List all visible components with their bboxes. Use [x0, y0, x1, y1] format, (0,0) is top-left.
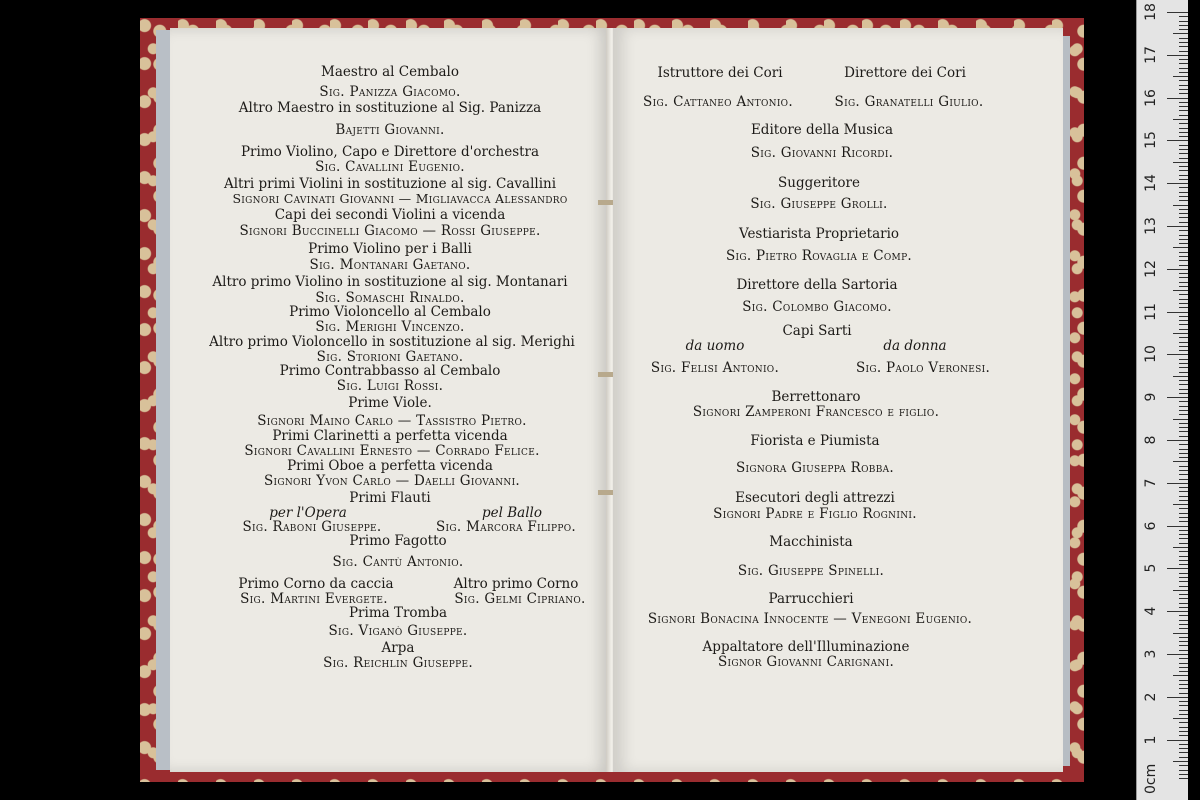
ruler-tick [1173, 590, 1189, 591]
fiorista-name: Signora Giuseppa Robba. [735, 460, 895, 476]
esecutori-name: Signori Padre e Figlio Rognini. [713, 506, 917, 522]
ruler-label: 10 [1143, 345, 1159, 364]
primi-flauti: Primi Flauti [349, 490, 431, 506]
bajetti: Bajetti Giovanni. [335, 122, 445, 138]
ruler-label: 0cm [1143, 764, 1159, 795]
parrucchieri: Parrucchieri [768, 591, 854, 607]
altro-primo-violoncello: Altro primo Violoncello in sostituzione al sig. Merighi [209, 334, 575, 350]
ruler-tick [1167, 12, 1189, 13]
ruler-tick [1173, 376, 1189, 377]
maestro-cembalo-title: Maestro al Cembalo [321, 64, 459, 80]
ruler-tick [1173, 504, 1189, 505]
ruler-tick [1167, 98, 1189, 99]
left-page [170, 28, 610, 772]
ruler-label: 4 [1143, 606, 1159, 616]
ruler-tick [1173, 205, 1189, 206]
editore: Editore della Musica [750, 122, 894, 138]
berrettonaro-name: Signori Zamperoni Francesco e figlio. [692, 404, 940, 420]
ruler-label: 8 [1143, 435, 1159, 445]
ruler-tick [1167, 654, 1189, 655]
ruler-tick [1167, 526, 1189, 527]
altro-maestro: Altro Maestro in sostituzione al Sig. Panizza [238, 100, 542, 116]
ruler-tick [1167, 312, 1189, 313]
ruler-tick [1173, 718, 1189, 719]
per-opera-label: per l'Opera [269, 505, 347, 521]
ruler-tick [1167, 568, 1189, 569]
berrettonaro: Berrettonaro [771, 389, 861, 405]
ruler-tick [1167, 611, 1189, 612]
ruler-tick [1167, 269, 1189, 270]
esecutori: Esecutori degli attrezzi [735, 490, 895, 506]
direttore-sartoria: Direttore della Sartoria [736, 277, 898, 293]
flauto-ballo-name: Sig. Marcora Filippo. [435, 519, 577, 535]
suggeritore-name: Sig. Giuseppe Grolli. [750, 196, 888, 212]
direttore-cori: Direttore dei Cori [844, 65, 966, 81]
prime-viole: Prime Viole. [348, 395, 432, 411]
ruler-tick [1167, 397, 1189, 398]
primi-oboe-names: Signori Yvon Carlo — Daelli Giovanni. [263, 473, 521, 489]
altro-primo-corno: Altro primo Corno [453, 576, 579, 592]
altro-primo-violino: Altro primo Violino in sostituzione al sig. Montanari [212, 274, 568, 290]
ruler-label: 17 [1143, 45, 1159, 64]
ruler-tick [1173, 333, 1189, 334]
ruler-tick [1167, 483, 1189, 484]
suggeritore: Suggeritore [778, 175, 860, 191]
istruttore-cori-name: Sig. Cattaneo Antonio. [643, 94, 793, 110]
editore-name: Sig. Giovanni Ricordi. [750, 145, 894, 161]
primo-contrabbasso: Primo Contrabbasso al Cembalo [279, 363, 501, 379]
ruler-tick [1173, 33, 1189, 34]
ruler-label: 3 [1143, 649, 1159, 659]
primi-oboe: Primi Oboe a perfetta vicenda [287, 458, 493, 474]
vestiarista: Vestiarista Proprietario [738, 226, 900, 242]
primo-corno: Primo Corno da caccia [238, 576, 394, 592]
maestro-cembalo-name: Sig. Panizza Giacomo. [319, 84, 461, 100]
sarto-uomo-name: Sig. Felisi Antonio. [650, 360, 780, 376]
ruler-tick [1173, 675, 1189, 676]
ruler-label: 11 [1143, 302, 1159, 321]
appaltatore: Appaltatore dell'Illuminazione [702, 639, 910, 655]
primo-violino-balli-name: Sig. Montanari Gaetano. [309, 257, 471, 273]
altri-primi-violini: Altri primi Violini in sostituzione al sig. Cavallini [223, 176, 557, 192]
primo-fagotto: Primo Fagotto [349, 533, 447, 549]
primo-violoncello: Primo Violoncello al Cembalo [289, 304, 491, 320]
parrucchieri-name: Signori Bonacina Innocente — Venegoni Eugenio. [647, 611, 973, 627]
altro-primo-violino-name: Sig. Somaschi Rinaldo. [315, 290, 465, 306]
ruler-tick [1173, 547, 1189, 548]
flauto-opera-name: Sig. Raboni Giuseppe. [242, 519, 382, 535]
ruler-label: 9 [1143, 392, 1159, 402]
ruler-tick [1167, 55, 1189, 56]
direttore-cori-name: Sig. Granatelli Giulio. [834, 94, 984, 110]
ruler-tick [1173, 290, 1189, 291]
ruler-label: 2 [1143, 692, 1159, 702]
ruler-tick [1173, 247, 1189, 248]
ruler-tick [1173, 162, 1189, 163]
ruler-tick [1167, 440, 1189, 441]
altro-primo-corno-name: Sig. Gelmi Cipriano. [454, 591, 586, 607]
istruttore-cori: Istruttore dei Cori [657, 65, 783, 81]
ruler-label: 15 [1143, 131, 1159, 150]
ruler-tick [1167, 354, 1189, 355]
ruler-tick [1167, 697, 1189, 698]
ruler-tick [1173, 119, 1189, 120]
arpa-name: Sig. Reichlin Giuseppe. [323, 655, 473, 671]
da-donna-label: da donna [883, 338, 947, 354]
ruler-label: 1 [1143, 735, 1159, 745]
macchinista-name: Sig. Giuseppe Spinelli. [737, 563, 885, 579]
ruler-tick [1167, 740, 1189, 741]
direttore-sartoria-name: Sig. Colombo Giacomo. [742, 299, 892, 315]
ruler-edge [1188, 0, 1200, 800]
primo-violoncello-name: Sig. Merighi Vincenzo. [315, 319, 465, 335]
ruler-tick [1173, 761, 1189, 762]
ruler-label: 12 [1143, 259, 1159, 278]
capi-secondi-names: Signori Buccinelli Giacomo — Rossi Giuseppe. [239, 223, 541, 239]
sarto-donna-name: Sig. Paolo Veronesi. [855, 360, 991, 376]
prime-viole-names: Signori Maino Carlo — Tassistro Pietro. [257, 413, 527, 429]
primo-violino-title: Primo Violino, Capo e Direttore d'orchestra [240, 144, 540, 160]
ruler-label: 16 [1143, 88, 1159, 107]
prima-tromba-name: Sig. Viganò Giuseppe. [328, 623, 468, 639]
ruler-label: 5 [1143, 563, 1159, 573]
arpa: Arpa [381, 640, 415, 656]
primo-violino-balli: Primo Violino per i Balli [308, 241, 472, 257]
ruler-label: 18 [1143, 3, 1159, 21]
fiorista: Fiorista e Piumista [750, 433, 880, 449]
altro-primo-violoncello-name: Sig. Storioni Gaetano. [316, 349, 464, 365]
capi-sarti: Capi Sarti [782, 323, 852, 339]
pel-ballo-label: pel Ballo [482, 505, 542, 521]
ruler-tick [1173, 76, 1189, 77]
ruler-tick [1167, 140, 1189, 141]
ruler-label: 13 [1143, 217, 1159, 235]
ruler-tick [1173, 461, 1189, 462]
primi-clarinetti-names: Signori Cavallini Ernesto — Corrado Felice. [244, 443, 540, 459]
primo-fagotto-name: Sig. Cantù Antonio. [332, 554, 464, 570]
ruler-label: 7 [1143, 478, 1159, 488]
primo-contrabbasso-name: Sig. Luigi Rossi. [336, 378, 444, 394]
ruler-tick [1167, 183, 1189, 184]
primo-corno-name: Sig. Martini Evergete. [240, 591, 388, 607]
appaltatore-name: Signor Giovanni Carignani. [717, 654, 895, 670]
ruler-tick [1167, 226, 1189, 227]
measurement-ruler [1136, 0, 1189, 800]
right-page [613, 28, 1063, 772]
capi-secondi: Capi dei secondi Violini a vicenda [274, 207, 506, 223]
primi-clarinetti: Primi Clarinetti a perfetta vicenda [272, 428, 508, 444]
ruler-tick [1173, 633, 1189, 634]
macchinista: Macchinista [769, 534, 853, 550]
da-uomo-label: da uomo [685, 338, 745, 354]
primo-violino-name: Sig. Cavallini Eugenio. [315, 159, 465, 175]
ruler-label: 6 [1143, 521, 1159, 531]
vestiarista-name: Sig. Pietro Rovaglia e Comp. [725, 248, 913, 264]
ruler-label: 14 [1143, 174, 1159, 193]
prima-tromba: Prima Tromba [348, 605, 448, 621]
ruler-tick [1173, 419, 1189, 420]
altri-primi-violini-names: Signori Cavinati Giovanni — Migliavacca Alessandro [232, 191, 568, 206]
